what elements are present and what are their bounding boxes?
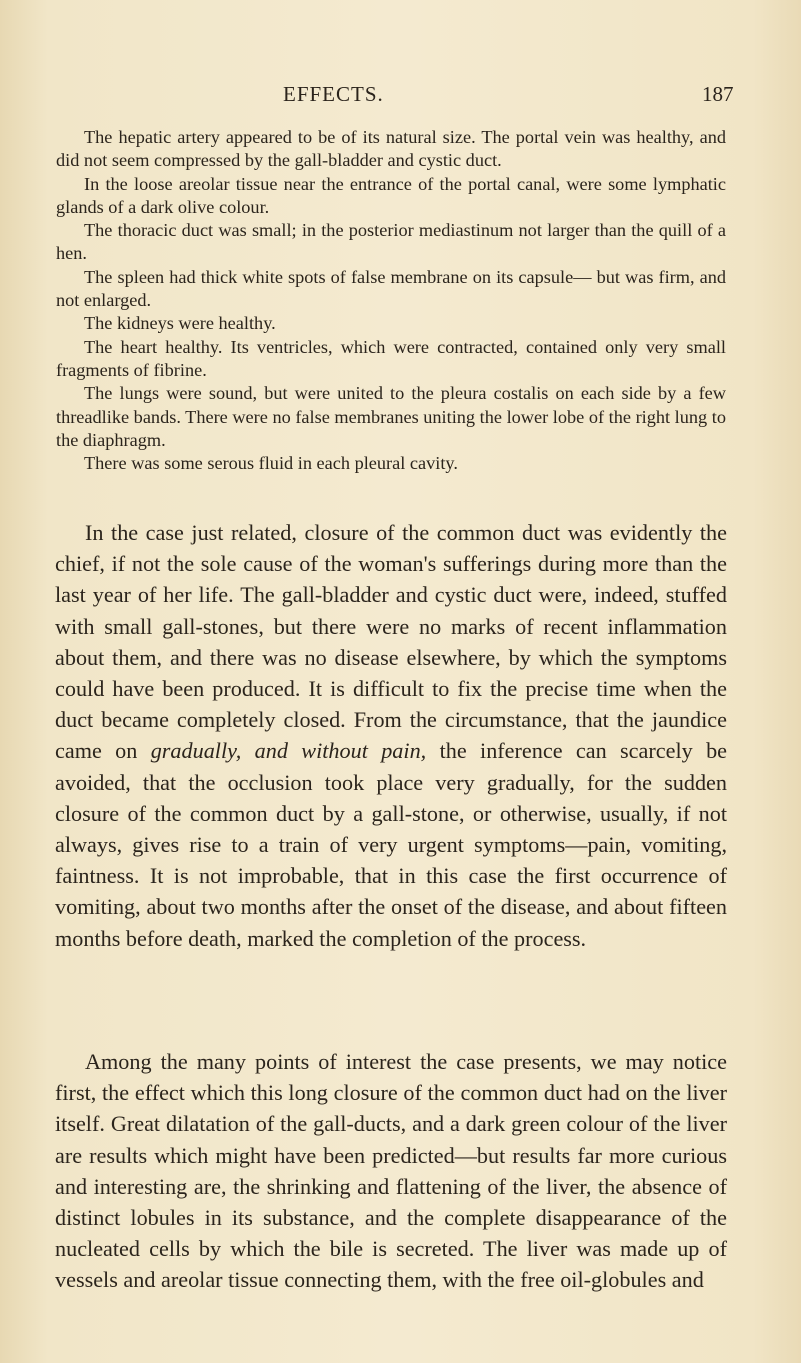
note-spleen: The spleen had thick white spots of false membrane on its capsule— but was firm, and not enlarged. (56, 266, 726, 311)
autopsy-notes (56, 126, 726, 475)
note-heart: The heart healthy. Its ventricles, which were contracted, contained only very small fragments of fibrine. (56, 336, 726, 380)
note-kidneys: The kidneys were healthy. (84, 313, 276, 334)
note-thoracic-duct: The thoracic duct was small; in the posterior mediastinum not larger than the quill of a hen. (56, 220, 726, 264)
note-lungs: The lungs were sound, but were united to the pleura costalis on each side by a few threadlike bands. There were no false membranes uniting the lower lobe of the right lung to the diaphragm. (56, 383, 726, 450)
paragraph-text: Among the many points of interest the case presents, we may notice first, the effect which this long closure of the common duct had on the liver itself. Great dilatation of the gall-ducts, and a dark green colour of the liver are results which might have been predicted—but results far more curious and interesting are, the shrinking and flattening of the liver, the absence of distinct lobules in its substance, and the complete disappearance of the nucleated cells by which the bile is secreted. The liver was made up of vessels and areolar tissue connecting them, with the free oil-globules and (55, 1049, 727, 1293)
commentary-paragraph-2 (55, 1046, 727, 1296)
text-run: the inference can scarcely be avoided, that the occlusion took place very gradually, for the sudden closure of the common duct by a gall-stone, or otherwise, usually, if not always, gives rise to a train of very urgent symptoms—pain, vomiting, faintness. It is not improbable, that in this case the first occurrence of vomiting, about two months after the onset of the disease, and about fifteen months before death, marked the completion of the process. (55, 738, 728, 951)
page-number: 187 (702, 82, 734, 106)
note-pleural-fluid: There was some serous fluid in each pleural cavity. (84, 453, 458, 474)
commentary-paragraph-1 (55, 517, 727, 954)
italic-phrase: gradually, and without pain, (150, 738, 427, 764)
note-hepatic-artery: The hepatic artery appeared to be of its natural size. The portal vein was healthy, and did not seem compressed by the gall-bladder and cystic duct. (56, 127, 726, 171)
text-run: In the case just related, closure of the common duct was evidently the chief, if not the sole cause of the woman's sufferings during more than the last year of her life. The gall-bladder and cystic duct were, indeed, stuffed with small gall-stones, but there were no marks of recent inflammation about them, and there was no disease elsewhere, by which the symptoms could have been produced. It is difficult to fix the precise time when the duct became completely closed. From the circumstance, that the jaundice came on (55, 520, 727, 764)
paragraph-text (55, 517, 727, 954)
running-head: EFFECTS. (283, 82, 384, 106)
note-lymphatic-glands: In the loose areolar tissue near the entrance of the portal canal, were some lymphatic glands of a dark olive colour. (56, 173, 726, 217)
page-header (0, 82, 801, 112)
